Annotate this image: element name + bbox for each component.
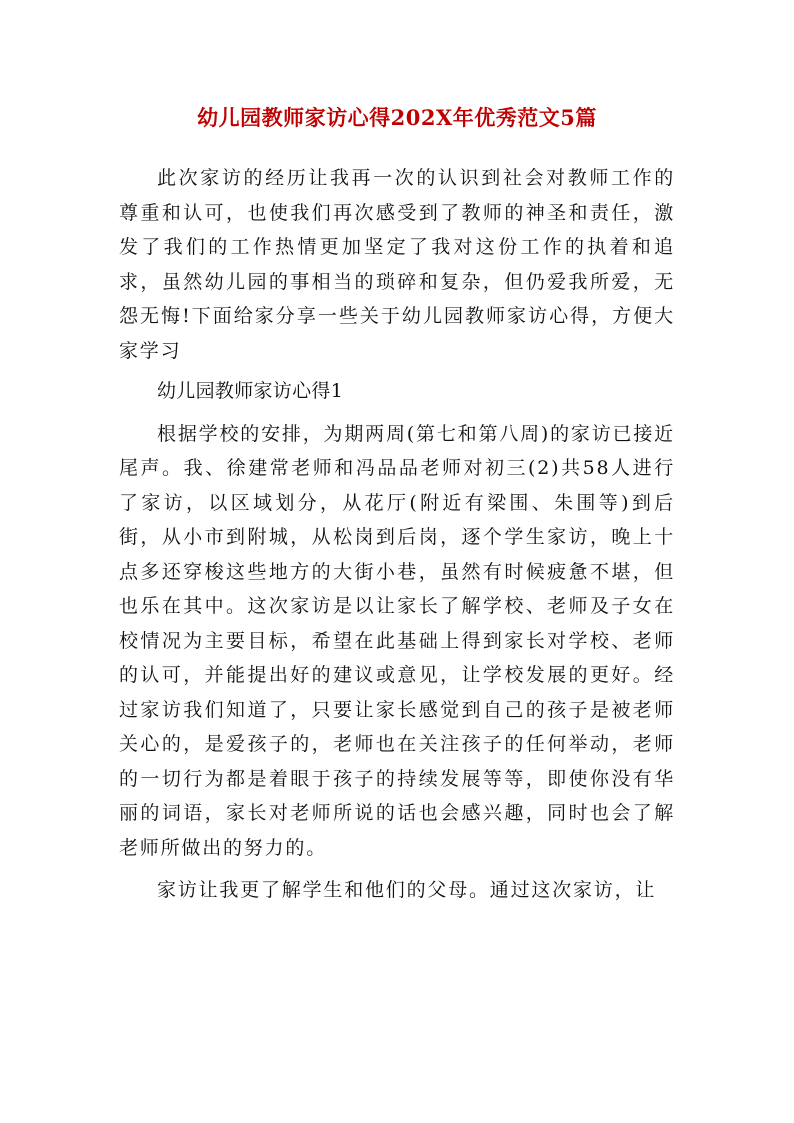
intro-paragraph: 此次家访的经历让我再一次的认识到社会对教师工作的尊重和认可，也使我们再次感受到了教师的神圣和责任，激发了我们的工作热情更加坚定了我对这份工作的执着和追求，虽然幼儿园的事相当的琐碎和复杂，但仍爱我所爱，无怨无悔!下面给家分享一些关于幼儿园教师家访心得，方便大家学习 (119, 167, 675, 362)
section-heading: 幼儿园教师家访心得1 (157, 380, 344, 402)
document-title: 幼儿园教师家访心得202X年优秀范文5篇 (197, 105, 597, 130)
body-paragraph-1: 根据学校的安排，为期两周(第七和第八周)的家访已接近尾声。我、徐建常老师和冯品品老师对初三(2)共58人进行了家访，以区域划分，从花厅(附近有梁围、朱围等)到后街，从小市到附城，从松岗到后岗，逐个学生家访，晚上十点多还穿梭这些地方的大街小巷，虽然有时候疲惫不堪，但也乐在其中。这次家访是以让家长了解学校、老师及子女在校情况为主要目标，希望在此基础上得到家长对学校、老师的认可，并能提出好的建议或意见，让学校发展的更好。经过家访我们知道了，只要让家长感觉到自己的孩子是被老师关心的，是爱孩子的，老师也在关注孩子的任何举动，老师的一切行为都是着眼于孩子的持续发展等等，即使你没有华丽的词语，家长对老师所说的话也会感兴趣，同时也会了解老师所做出的努力的。 (119, 422, 675, 859)
body-paragraph-2: 家访让我更了解学生和他们的父母。通过这次家访，让 (157, 879, 657, 901)
document-body (119, 161, 675, 916)
